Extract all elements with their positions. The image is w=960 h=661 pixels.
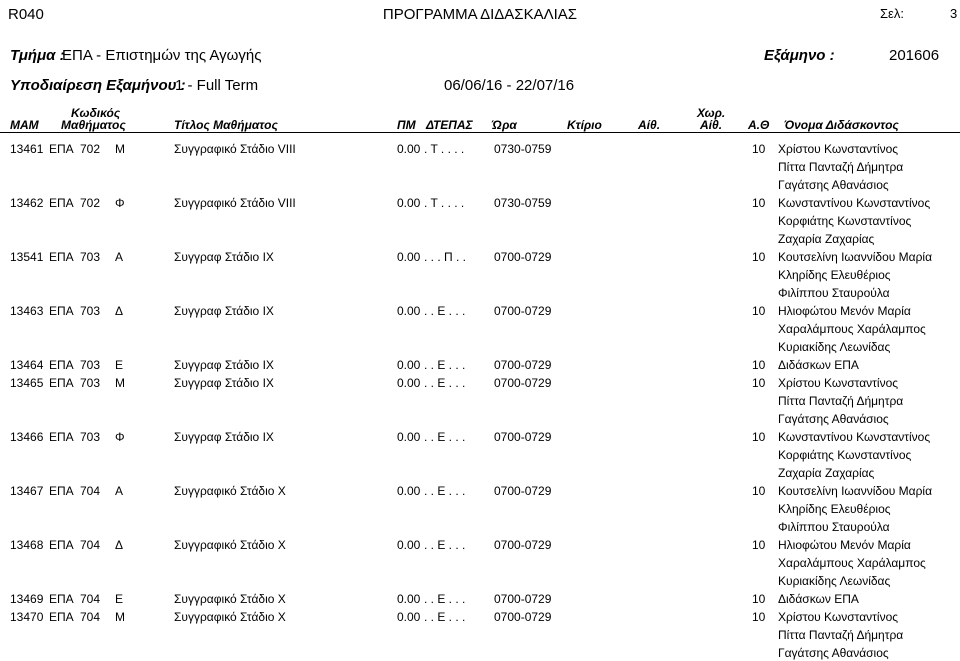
row-num: 703 bbox=[80, 358, 101, 372]
row-days: . . . Π . . bbox=[424, 250, 467, 264]
row-mam: 13465 bbox=[10, 376, 44, 390]
row-time: 0700-0729 bbox=[494, 592, 552, 606]
row-num: 702 bbox=[80, 196, 101, 210]
row-cap: 10 bbox=[752, 430, 766, 444]
row-mam: 13461 bbox=[10, 142, 44, 156]
row-pm: 0.00 bbox=[397, 358, 421, 372]
row-title: Συγγραφικό Στάδιο Χ bbox=[174, 592, 286, 606]
row-cap: 10 bbox=[752, 538, 766, 552]
row-num: 704 bbox=[80, 484, 101, 498]
row-days: . Τ . . . . bbox=[424, 196, 465, 210]
row-dept: ΕΠΑ bbox=[49, 610, 74, 624]
department-value: ΕΠΑ - Επιστημών της Αγωγής bbox=[62, 47, 262, 64]
row-sec: Φ bbox=[115, 430, 125, 444]
row-instructor: Πίττα Πανταζή Δήμητρα bbox=[778, 628, 904, 642]
row-time: 0730-0759 bbox=[494, 196, 552, 210]
row-dept: ΕΠΑ bbox=[49, 538, 74, 552]
row-pm: 0.00 bbox=[397, 610, 421, 624]
row-title: Συγγραφικό Στάδιο Χ bbox=[174, 538, 286, 552]
row-sec: Ε bbox=[115, 358, 124, 372]
row-num: 704 bbox=[80, 538, 101, 552]
row-mam: 13463 bbox=[10, 304, 44, 318]
row-title: Συγγραφ Στάδιο IX bbox=[174, 376, 274, 390]
row-instructor: Πίττα Πανταζή Δήμητρα bbox=[778, 160, 904, 174]
row-instructor: Διδάσκων ΕΠΑ bbox=[778, 592, 859, 606]
row-title: Συγγραφ Στάδιο IX bbox=[174, 250, 274, 264]
row-instructor: Κυριακίδης Λεωνίδας bbox=[778, 340, 891, 354]
row-sec: Μ bbox=[115, 610, 125, 624]
column-header-pm: ΠΜ bbox=[397, 118, 416, 132]
row-dept: ΕΠΑ bbox=[49, 484, 74, 498]
row-cap: 10 bbox=[752, 610, 766, 624]
semester-label: Εξάμηνο : bbox=[764, 47, 835, 64]
row-dept: ΕΠΑ bbox=[49, 196, 74, 210]
row-pm: 0.00 bbox=[397, 538, 421, 552]
row-pm: 0.00 bbox=[397, 142, 421, 156]
row-dept: ΕΠΑ bbox=[49, 592, 74, 606]
subdivision-value: 1 - Full Term bbox=[175, 77, 259, 94]
row-instructor: Χρίστου Κωνσταντίνος bbox=[778, 376, 899, 390]
row-sec: Α bbox=[115, 250, 124, 264]
row-pm: 0.00 bbox=[397, 376, 421, 390]
row-sec: Φ bbox=[115, 196, 125, 210]
row-cap: 10 bbox=[752, 484, 766, 498]
row-cap: 10 bbox=[752, 592, 766, 606]
row-sec: Ε bbox=[115, 592, 124, 606]
row-cap: 10 bbox=[752, 250, 766, 264]
column-header-time: Ώρα bbox=[492, 118, 517, 132]
row-days: . . Ε . . . bbox=[424, 484, 466, 498]
row-instructor: Κυριακίδης Λεωνίδας bbox=[778, 574, 891, 588]
row-time: 0700-0729 bbox=[494, 250, 552, 264]
row-dept: ΕΠΑ bbox=[49, 430, 74, 444]
row-instructor: Κουτσελίνη Ιωαννίδου Μαρία bbox=[778, 484, 933, 498]
row-time: 0700-0729 bbox=[494, 610, 552, 624]
row-instructor: Διδάσκων ΕΠΑ bbox=[778, 358, 859, 372]
row-instructor: Γαγάτσης Αθανάσιος bbox=[778, 646, 889, 660]
row-mam: 13462 bbox=[10, 196, 44, 210]
row-instructor: Κουτσελίνη Ιωαννίδου Μαρία bbox=[778, 250, 933, 264]
row-title: Συγγραφικό Στάδιο VIII bbox=[174, 142, 296, 156]
row-mam: 13466 bbox=[10, 430, 44, 444]
row-instructor: Ηλιοφώτου Μενόν Μαρία bbox=[778, 304, 911, 318]
row-instructor: Γαγάτσης Αθανάσιος bbox=[778, 178, 889, 192]
row-instructor: Ηλιοφώτου Μενόν Μαρία bbox=[778, 538, 911, 552]
page-number: 3 bbox=[950, 6, 958, 21]
row-sec: Δ bbox=[115, 538, 124, 552]
column-header-building: Κτίριο bbox=[567, 118, 602, 132]
row-title: Συγγραφ Στάδιο IX bbox=[174, 304, 274, 318]
row-instructor: Χρίστου Κωνσταντίνος bbox=[778, 610, 899, 624]
row-days: . . Ε . . . bbox=[424, 592, 466, 606]
row-days: . Τ . . . . bbox=[424, 142, 465, 156]
row-time: 0730-0759 bbox=[494, 142, 552, 156]
row-days: . . Ε . . . bbox=[424, 358, 466, 372]
row-dept: ΕΠΑ bbox=[49, 304, 74, 318]
row-num: 704 bbox=[80, 592, 101, 606]
column-header-capacity-bottom: Αίθ. bbox=[700, 118, 723, 132]
row-time: 0700-0729 bbox=[494, 304, 552, 318]
row-pm: 0.00 bbox=[397, 592, 421, 606]
row-days: . . Ε . . . bbox=[424, 430, 466, 444]
row-title: Συγγραφικό Στάδιο Χ bbox=[174, 484, 286, 498]
column-header-title: Τίτλος Μαθήματος bbox=[174, 118, 278, 132]
column-header-days: ΔΤΕΠΑΣ bbox=[426, 118, 473, 132]
row-sec: Α bbox=[115, 484, 124, 498]
row-title: Συγγραφ Στάδιο IX bbox=[174, 430, 274, 444]
row-mam: 13469 bbox=[10, 592, 44, 606]
row-num: 703 bbox=[80, 376, 101, 390]
row-mam: 13467 bbox=[10, 484, 44, 498]
row-instructor: Κορφιάτης Κωνσταντίνος bbox=[778, 448, 912, 462]
row-dept: ΕΠΑ bbox=[49, 250, 74, 264]
row-instructor: Κληρίδης Ελευθέριος bbox=[778, 502, 891, 516]
header-rule bbox=[0, 132, 960, 133]
row-title: Συγγραφικό Στάδιο VIII bbox=[174, 196, 296, 210]
row-instructor: Χαραλάμπους Χαράλαμπος bbox=[778, 556, 926, 570]
page-label: Σελ: bbox=[880, 6, 904, 21]
row-sec: Δ bbox=[115, 304, 124, 318]
row-instructor: Ζαχαρία Ζαχαρίας bbox=[778, 466, 875, 480]
row-instructor: Κωνσταντίνου Κωνσταντίνος bbox=[778, 196, 931, 210]
subdivision-label: Υποδιαίρεση Εξαμήνου : bbox=[10, 77, 186, 94]
row-dept: ΕΠΑ bbox=[49, 358, 74, 372]
subdivision-dates: 06/06/16 - 22/07/16 bbox=[444, 77, 575, 94]
row-title: Συγγραφ Στάδιο IX bbox=[174, 358, 274, 372]
row-num: 702 bbox=[80, 142, 101, 156]
row-time: 0700-0729 bbox=[494, 358, 552, 372]
row-time: 0700-0729 bbox=[494, 484, 552, 498]
row-instructor: Χρίστου Κωνσταντίνος bbox=[778, 142, 899, 156]
row-cap: 10 bbox=[752, 358, 766, 372]
row-mam: 13470 bbox=[10, 610, 44, 624]
column-header-room: Αίθ. bbox=[638, 118, 661, 132]
row-pm: 0.00 bbox=[397, 250, 421, 264]
row-days: . . Ε . . . bbox=[424, 538, 466, 552]
department-label: Τμήμα : bbox=[10, 47, 65, 64]
row-dept: ΕΠΑ bbox=[49, 376, 74, 390]
row-title: Συγγραφικό Στάδιο Χ bbox=[174, 610, 286, 624]
row-days: . . Ε . . . bbox=[424, 304, 466, 318]
row-instructor: Φιλίππου Σταυρούλα bbox=[778, 520, 890, 534]
row-num: 703 bbox=[80, 250, 101, 264]
row-num: 703 bbox=[80, 304, 101, 318]
row-sec: Μ bbox=[115, 376, 125, 390]
row-instructor: Πίττα Πανταζή Δήμητρα bbox=[778, 394, 904, 408]
row-days: . . Ε . . . bbox=[424, 610, 466, 624]
row-instructor: Φιλίππου Σταυρούλα bbox=[778, 286, 890, 300]
row-pm: 0.00 bbox=[397, 304, 421, 318]
row-instructor: Κληρίδης Ελευθέριος bbox=[778, 268, 891, 282]
column-header-mam: ΜΑΜ bbox=[10, 118, 39, 132]
row-instructor: Χαραλάμπους Χαράλαμπος bbox=[778, 322, 926, 336]
column-header-code-bottom: Μαθήματος bbox=[61, 118, 126, 132]
row-days: . . Ε . . . bbox=[424, 376, 466, 390]
row-dept: ΕΠΑ bbox=[49, 142, 74, 156]
report-title: ΠΡΟΓΡΑΜΜΑ ΔΙΔΑΣΚΑΛΙΑΣ bbox=[382, 6, 578, 23]
row-cap: 10 bbox=[752, 304, 766, 318]
row-num: 703 bbox=[80, 430, 101, 444]
row-time: 0700-0729 bbox=[494, 376, 552, 390]
row-cap: 10 bbox=[752, 376, 766, 390]
semester-value: 201606 bbox=[889, 47, 940, 64]
column-header-code-top: Κωδικός bbox=[71, 106, 121, 120]
row-time: 0700-0729 bbox=[494, 430, 552, 444]
row-mam: 13464 bbox=[10, 358, 44, 372]
row-pm: 0.00 bbox=[397, 196, 421, 210]
row-pm: 0.00 bbox=[397, 484, 421, 498]
column-header-instructor: Όνομα Διδάσκοντος bbox=[784, 118, 899, 132]
row-num: 704 bbox=[80, 610, 101, 624]
row-instructor: Κορφιάτης Κωνσταντίνος bbox=[778, 214, 912, 228]
report-code: R040 bbox=[8, 6, 44, 23]
row-instructor: Κωνσταντίνου Κωνσταντίνος bbox=[778, 430, 931, 444]
row-cap: 10 bbox=[752, 196, 766, 210]
row-mam: 13541 bbox=[10, 250, 44, 264]
row-cap: 10 bbox=[752, 142, 766, 156]
row-time: 0700-0729 bbox=[494, 538, 552, 552]
column-header-ath: Α.Θ bbox=[748, 118, 770, 132]
row-sec: Μ bbox=[115, 142, 125, 156]
row-instructor: Γαγάτσης Αθανάσιος bbox=[778, 412, 889, 426]
row-pm: 0.00 bbox=[397, 430, 421, 444]
column-header-capacity-top: Χωρ. bbox=[697, 106, 726, 120]
row-mam: 13468 bbox=[10, 538, 44, 552]
row-instructor: Ζαχαρία Ζαχαρίας bbox=[778, 232, 875, 246]
